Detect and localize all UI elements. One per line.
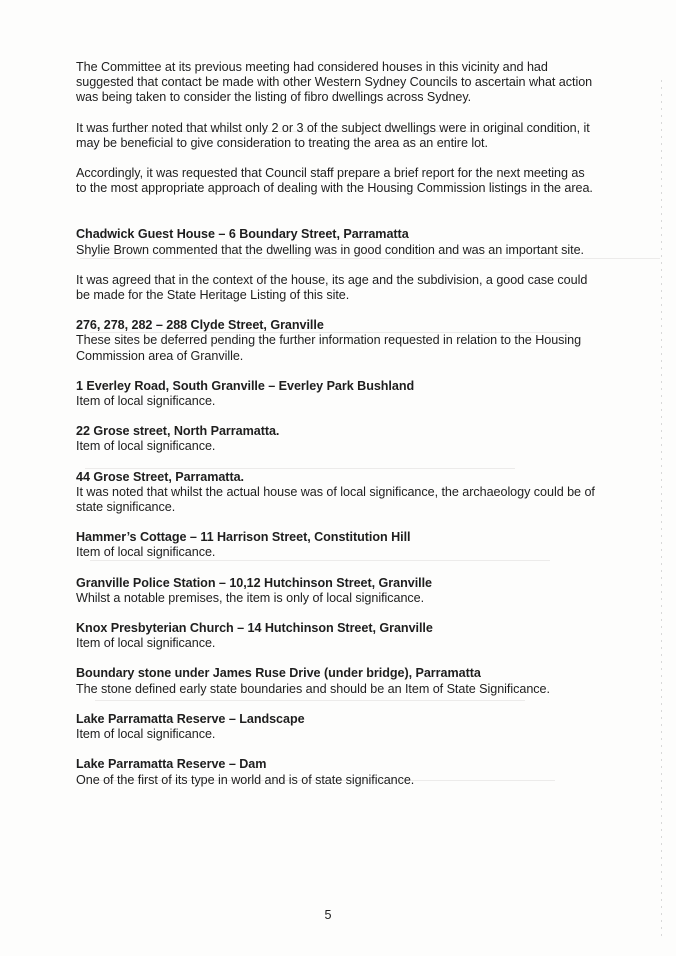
section-everley-road xyxy=(76,379,596,409)
section-heading: Granville Police Station – 10,12 Hutchinson Street, Granville xyxy=(76,575,432,590)
section-clyde-street xyxy=(76,318,596,364)
section-hammers-cottage xyxy=(76,530,596,560)
section-heading: 1 Everley Road, South Granville – Everley Park Bushland xyxy=(76,378,415,393)
section-text: These sites be deferred pending the further information requested in relation to the Housing Commission area of Granville. xyxy=(76,333,582,363)
section-text: It was agreed that in the context of the house, its age and the subdivision, a good case could be made for the State Heritage Listing of this site. xyxy=(76,272,588,303)
section-text: The stone defined early state boundaries and should be an Item of State Significance. xyxy=(76,681,550,696)
section-granville-police-station xyxy=(76,576,596,606)
section-text: Item of local significance. xyxy=(76,727,216,742)
intro-paragraph-3: Accordingly, it was requested that Council staff prepare a brief report for the next meeting as to the most appropriate approach of dealing with the Housing Commission listings in the area. xyxy=(76,166,593,196)
intro-paragraph-1: The Committee at its previous meeting had considered houses in this vicinity and had suggested that contact be made with other Western Sydney Councils to ascertain what action was being taken to consider the listing of fibro dwellings across Sydney. xyxy=(76,60,593,105)
document-body xyxy=(76,60,596,788)
section-heading: Lake Parramatta Reserve – Landscape xyxy=(76,711,305,726)
section-boundary-stone xyxy=(76,666,596,696)
section-heading: 276, 278, 282 – 288 Clyde Street, Granville xyxy=(76,318,324,333)
scan-edge-marks xyxy=(661,80,662,940)
section-chadwick-guest-house xyxy=(76,227,596,257)
section-heading: 44 Grose Street, Parramatta. xyxy=(76,469,245,484)
section-text: Whilst a notable premises, the item is only of local significance. xyxy=(76,590,425,605)
section-text: One of the first of its type in world and is of state significance. xyxy=(76,772,415,787)
section-text: It was noted that whilst the actual house was of local significance, the archaeology could be of state significance. xyxy=(76,484,595,515)
intro-paragraph-2: It was further noted that whilst only 2 or 3 of the subject dwellings were in original condition, it may be beneficial to give consideration to treating the area as an entire lot. xyxy=(76,120,590,150)
section-heading: 22 Grose street, North Parramatta. xyxy=(76,424,280,439)
page-number: 5 xyxy=(324,908,332,922)
section-lake-parramatta-dam xyxy=(76,757,596,787)
section-text: Item of local significance. xyxy=(76,439,216,454)
section-text: Item of local significance. xyxy=(76,545,216,560)
section-text: Item of local significance. xyxy=(76,636,216,651)
section-text: Shylie Brown commented that the dwelling was in good condition and was an important site. xyxy=(76,242,584,257)
section-22-grose-street xyxy=(76,424,596,454)
section-heading: Chadwick Guest House – 6 Boundary Street, Parramatta xyxy=(76,227,409,242)
section-heading: Hammer’s Cottage – 11 Harrison Street, Constitution Hill xyxy=(76,530,411,545)
section-heading: Lake Parramatta Reserve – Dam xyxy=(76,757,267,772)
section-text: Item of local significance. xyxy=(76,394,216,409)
section-lake-parramatta-landscape xyxy=(76,712,596,742)
section-44-grose-street xyxy=(76,470,596,516)
section-knox-presbyterian-church xyxy=(76,621,596,651)
section-heading: Boundary stone under James Ruse Drive (under bridge), Parramatta xyxy=(76,666,481,681)
section-heading: Knox Presbyterian Church – 14 Hutchinson Street, Granville xyxy=(76,621,433,636)
